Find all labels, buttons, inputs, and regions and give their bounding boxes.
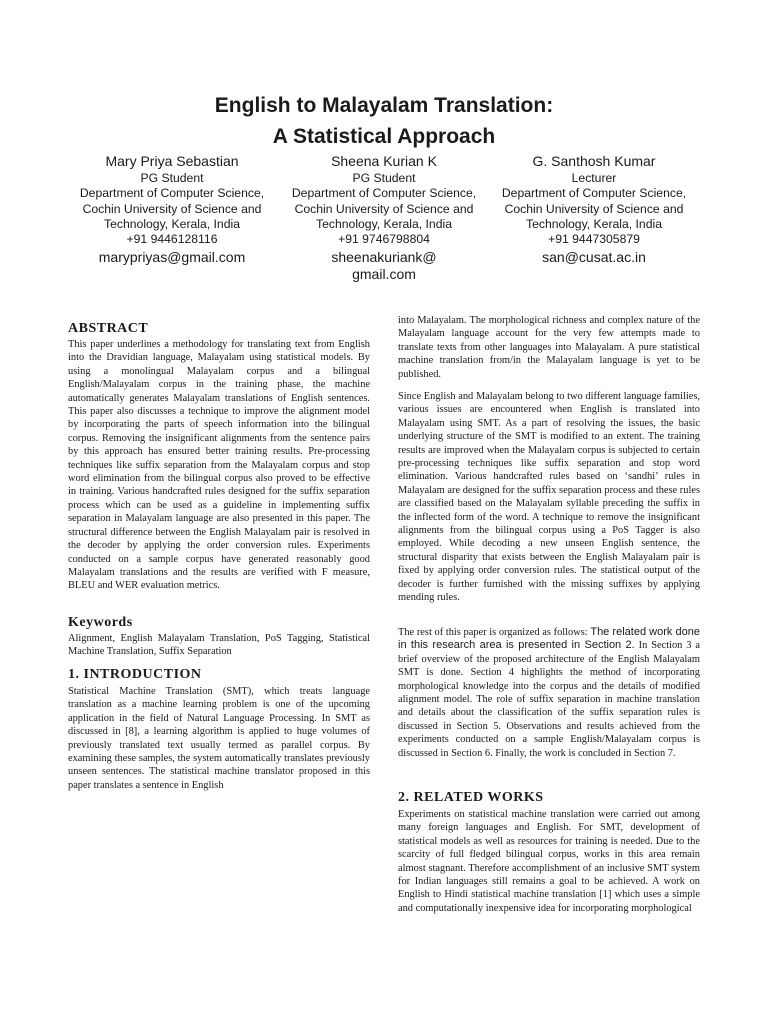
author-phone: +91 9746798804 <box>338 232 430 247</box>
author-phone: +91 9447305879 <box>548 232 640 247</box>
author-email-continued: gmail.com <box>352 266 416 283</box>
intro-paragraph-2: Since English and Malayalam belong to two different language families, various issues are encountered when English is translated into Malayalam using SMT. As a part of resolving the issues, the basic underlying structure of the SMT is modified to an extent. The training results are improved when the Malayalam corpus is subjected to certain pre-processing techniques like suffix separation and stop word elimination. Various handcrafted rules based on ‘sandhi’ rules in Malayalam are designed for the suffix separation process and these rules are classified based on the Malayalam syllable preceding the suffix in the inflected form of the word. A technique to remove the insignificant alignments from the bilingual corpus using a PoS Tagger is also employed. While decoding a new unseen English sentence, the structural disparity that exists between the English Malayalam pair is fixed by applying order conversion rules. The statistical output of the decoder is further furnished with the missing suffixes by applying mending rules. <box>398 391 700 604</box>
author-email: marypriyas@gmail.com <box>98 249 246 266</box>
author-university: Cochin University of Science and <box>504 201 684 216</box>
author-2 <box>284 153 484 283</box>
outline-lead: The rest of this paper is organized as follows: <box>398 627 591 638</box>
abstract-heading: ABSTRACT <box>68 321 149 336</box>
intro-continued-text: into Malayalam. The morphological richness and complex nature of the Malayalam language account for the very few attempts made to translate texts from other languages into Malayalam. A pure statistical machine translation from/in the Malayalam language is yet to be published. <box>398 315 700 380</box>
author-email: sheenakuriank@ <box>331 249 437 266</box>
keywords-text: Alignment, English Malayalam Translation, PoS Tagging, Statistical Machine Translation, Suffix Separation <box>68 633 370 658</box>
author-email: san@cusat.ac.in <box>542 249 646 266</box>
related-works-heading: 2. RELATED WORKS <box>398 790 544 805</box>
author-location: Technology, Kerala, India <box>104 216 240 231</box>
author-university: Cochin University of Science and <box>294 201 474 216</box>
introduction-heading: 1. INTRODUCTION <box>68 667 202 682</box>
author-role: Lecturer <box>571 171 617 185</box>
author-name: Sheena Kurian K <box>331 153 437 169</box>
author-name: G. Santhosh Kumar <box>532 153 656 169</box>
author-dept: Department of Computer Science, <box>501 186 687 201</box>
author-location: Technology, Kerala, India <box>316 216 452 231</box>
intro-paragraph-3 <box>398 626 700 760</box>
paper-title <box>0 90 768 152</box>
author-role: PG Student <box>140 171 204 185</box>
related-works-text: Experiments on statistical machine translation were carried out among many foreign languages and English. For SMT, development of statistical models as well as resources for training is needed. Due to the scarcity of full fledged bilingual corpus, works in this area remain almost stagnant. Therefore accomplishment of an inclusive SMT system for Indian languages still remains a goal to be achieved. A work on English to Hindi statistical machine translation [1] which uses a simple and computationally inexpensive idea for incorporating morphological <box>398 809 700 914</box>
author-name: Mary Priya Sebastian <box>105 153 239 169</box>
title-line-2: A Statistical Approach <box>272 125 496 148</box>
author-phone: +91 9446128116 <box>126 232 218 247</box>
author-1 <box>72 153 272 266</box>
author-university: Cochin University of Science and <box>82 201 262 216</box>
title-line-1: English to Malayalam Translation: <box>214 94 554 117</box>
outline-rest: In Section 3 a brief overview of the proposed architecture of the English Malayalam SMT is done. Section 4 highlights the method of incorporating morphological knowledge into the corpus and the details of modified alignment model. The role of suffix separation in machine translation and details about the classification of the suffix separation rules is discussed in Section 5. Observations and results achieved from the experiments conducted on a sample English/Malayalam corpus is discussed in Section 6. Finally, the work is concluded in Section 7. <box>398 640 700 759</box>
author-3 <box>494 153 694 266</box>
author-role: PG Student <box>352 171 416 185</box>
abstract-text: This paper underlines a methodology for translating text from English into the Dravidian language, Malayalam using statistical models. By using a monolingual Malayalam corpus and a bilingual English/Malayalam corpus in the training phase, the machine automatically generates Malayalam translations of English sentences. This paper also discusses a technique to improve the alignment model by incorporating the parts of speech information into the bilingual corpus. Removing the insignificant alignments from the sentence pairs by this approach has ensured better training results. Pre-processing techniques like suffix separation from the Malayalam corpus and stop word elimination from the bilingual corpus also proved to be effective in training. Various handcrafted rules designed for the suffix separation process which can be used as a guideline in implementing suffix separation in Malayalam language are also presented in this paper. The structural difference between the English Malayalam pair is resolved in the decoder by applying the order conversion rules. Experiments conducted on a sample corpus have generated reasonably good Malayalam translations and the results are verified with F measure, BLEU and WER evaluation metrics. <box>68 339 370 592</box>
introduction-text: Statistical Machine Translation (SMT), which treats language translation as a machine learning problem is one of the upcoming application in the field of Natural Language Processing. In SMT as discussed in [8], a learning algorithm is applied to huge volumes of previously translated text usually termed as parallel corpus. By examining these samples, the system automatically translates previously unseen sentences. The statistical machine translator proposed in this paper translates a sentence in English <box>68 686 370 791</box>
keywords-heading: Keywords <box>68 615 133 630</box>
author-location: Technology, Kerala, India <box>526 216 662 231</box>
author-dept: Department of Computer Science, <box>291 186 477 201</box>
outline-section-2: The related work done in this research area is presented in Section 2. <box>398 626 701 652</box>
author-dept: Department of Computer Science, <box>79 186 265 201</box>
